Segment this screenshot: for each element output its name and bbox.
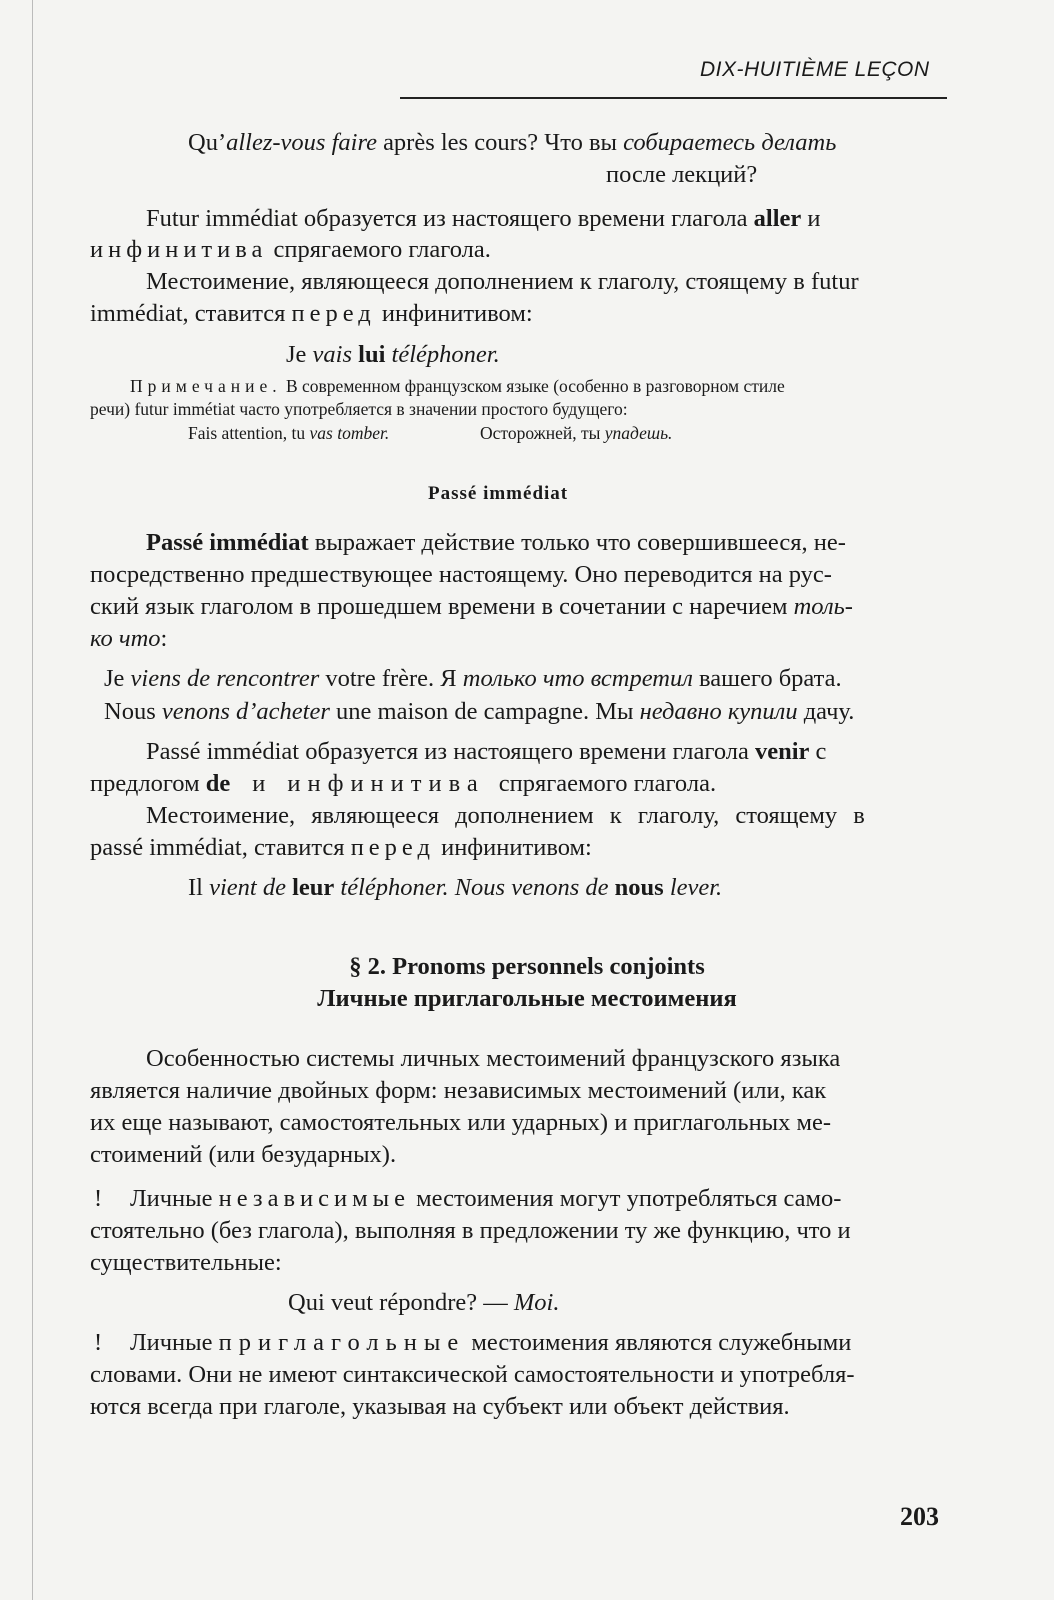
header-rule [400,97,947,99]
paragraph-line: ский язык глаголом в прошедшем времени в сочетании с наречием толь- [90,593,853,620]
paragraph-line: стоятельно (без глагола), выполняя в предложении ту же функцию, что и [90,1217,851,1244]
paragraph-line: Личные приглагольные местоимения являются служебными [130,1329,852,1356]
exclamation-mark: ! [94,1185,103,1212]
paragraph-line: их еще называют, самостоятельных или ударных) и приглагольных ме- [90,1109,832,1136]
paragraph-line: Местоимение, являющееся дополнением к глаголу, стоящему в futur [146,268,859,295]
paragraph-line: ко что: [90,625,168,652]
paragraph-line: immédiat, ставится перед инфинитивом: [90,300,533,327]
paragraph-line: существительные: [90,1249,282,1276]
paragraph-line: Особенностью системы личных местоимений французского языка [146,1045,841,1072]
exclamation-mark: ! [94,1329,103,1356]
note-line: речи) futur immétiat часто употребляется в значении простого будущего: [90,399,628,419]
paragraph-line: посредственно предшествующее настоящему. Оно переводится на рус- [90,561,832,588]
example-line: Nous venons d’acheter une maison de campagne. Мы недавно купили дачу. [104,698,855,725]
example-line: Qu’allez-vous faire après les cours? Что вы собираетесь делать [188,129,837,156]
paragraph-line: Futur immédiat образуется из настоящего времени глагола aller и [146,205,821,232]
paragraph-line: Passé immédiat образуется из настоящего времени глагола venir с [146,738,827,765]
paragraph-line: является наличие двойных форм: независимых местоимений (или, как [90,1077,827,1104]
page-number: 203 [900,1502,939,1531]
paragraph-line: ются всегда при глаголе, указывая на субъект или объект действия. [90,1393,790,1420]
paragraph-line: инфинитива спрягаемого глагола. [90,236,491,263]
paragraph-line: passé immédiat, ставится перед инфинитивом: [90,834,592,861]
example-line: Je viens de rencontrer votre frère. Я только что встретил вашего брата. [104,665,842,692]
subsection-heading: Passé immédiat [428,483,569,504]
paragraph-line: предлогом de и инфинитива спрягаемого глагола. [90,770,717,797]
paragraph-line: Местоимение, являющееся дополнением к глаголу, стоящему в [146,802,865,829]
example-line: Il vient de leur téléphoner. Nous venons de nous lever. [188,874,723,901]
paragraph-line: стоимений (или безударных). [90,1141,397,1168]
example-line: Je vais lui téléphoner. [286,341,500,368]
paragraph-line: словами. Они не имеют синтаксической самостоятельности и употребля- [90,1361,855,1388]
note-line: Fais attention, tu vas tomber. [188,423,390,443]
note-line: Примечание. В современном французском языке (особенно в разговорном стиле [130,376,785,396]
page-edge-line [32,0,33,1600]
example-line: после лекций? [606,161,758,188]
paragraph-line: Личные независимые местоимения могут употребляться само- [130,1185,842,1212]
section-title: § 2. Pronoms personnels conjoints [349,953,705,980]
section-subtitle: Личные приглагольные местоимения [317,985,737,1012]
paragraph-line: Passé immédiat выражает действие только что совершившееся, не- [146,529,846,556]
example-line: Qui veut répondre? — Moi. [288,1289,560,1316]
note-line: Осторожней, ты упадешь. [480,423,673,443]
running-header: DIX-HUITIÈME LEÇON [700,58,930,81]
